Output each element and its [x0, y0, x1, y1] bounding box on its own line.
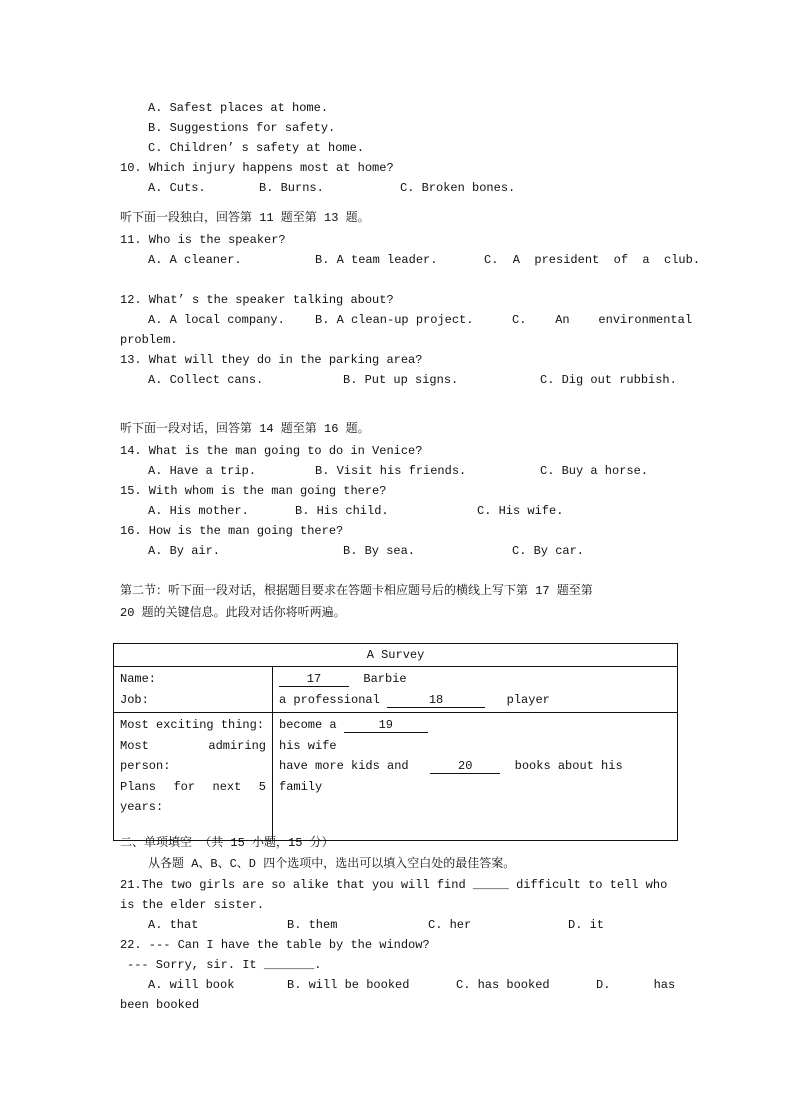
survey-job-label: Job: [120, 692, 149, 707]
q9-option-b: B. Suggestions for safety. [148, 121, 336, 135]
survey-job-prefix: a professional [279, 692, 380, 707]
q10-option-b: B. Burns. [259, 181, 324, 195]
survey-question-labels [114, 713, 273, 841]
survey-job-suffix: player [506, 692, 550, 707]
q22-line2: --- Sorry, sir. It _______. [127, 958, 322, 972]
q15-stem: 15. With whom is the man going there? [120, 484, 387, 498]
q21-line1: 21.The two girls are so alike that you will find _____ difficult to tell who [120, 878, 668, 892]
survey-plans-row [279, 756, 671, 797]
q10-option-a: A. Cuts. [148, 181, 206, 195]
section-heading-11-13: 听下面一段独白，回答第 11 题至第 13 题。 [120, 211, 370, 225]
part2-instruction: 从各题 A、B、C、D 四个选项中，选出可以填入空白处的最佳答案。 [148, 857, 516, 871]
survey-plans-label-2: years: [120, 800, 164, 814]
q14-option-a: A. Have a trip. [148, 464, 257, 478]
q14-option-b: B. Visit his friends. [315, 464, 467, 478]
part2-heading: 二、单项填空 （共 15 小题，15 分） [120, 836, 334, 850]
survey-plans-suffix: books about his family [279, 759, 623, 794]
q13-option-b: B. Put up signs. [343, 373, 459, 387]
q13-stem: 13. What will they do in the parking area? [120, 353, 423, 367]
q14-stem: 14. What is the man going to do in Venice? [120, 444, 423, 458]
blank-18[interactable]: 18 [387, 693, 485, 708]
survey-admiring-value: his wife [279, 738, 337, 753]
q11-option-c: C. A president of a club. [484, 253, 701, 267]
survey-title: A Survey [114, 644, 678, 667]
q12-stem: 12. What’ s the speaker talking about? [120, 293, 394, 307]
survey-name-job-values [273, 667, 678, 713]
q12-option-c: C. An environmental [512, 313, 693, 327]
q22-option-a: A. will book [148, 978, 235, 992]
q15-option-a: A. His mother. [148, 504, 249, 518]
q22-option-c: C. has booked [456, 978, 550, 992]
blank-20[interactable]: 20 [430, 759, 500, 774]
q15-option-b: B. His child. [295, 504, 389, 518]
q13-option-c: C. Dig out rubbish. [540, 373, 677, 387]
q21-option-a: A. that [148, 918, 199, 932]
q10-option-c: C. Broken bones. [400, 181, 516, 195]
q9-option-a: A. Safest places at home. [148, 101, 329, 115]
survey-admiring-label-1: Most admiring [120, 738, 266, 753]
q11-stem: 11. Who is the speaker? [120, 233, 286, 247]
q11-option-a: A. A cleaner. [148, 253, 242, 267]
q12-option-c-cont: problem. [120, 333, 178, 347]
survey-plans-label-1: Plans for next 5 [120, 779, 266, 794]
q21-option-d: D. it [568, 918, 605, 932]
q9-option-c: C. Children’ s safety at home. [148, 141, 365, 155]
q22-option-b: B. will be booked [287, 978, 410, 992]
q14-option-c: C. Buy a horse. [540, 464, 649, 478]
q16-option-b: B. By sea. [343, 544, 416, 558]
q16-option-a: A. By air. [148, 544, 221, 558]
blank-17[interactable]: 17 [279, 672, 349, 687]
survey-admiring-label-2: person: [120, 759, 171, 773]
survey-exciting-label: Most exciting thing: [120, 718, 265, 732]
survey-table [113, 643, 678, 841]
q21-line2: is the elder sister. [120, 898, 265, 912]
survey-name-label: Name: [120, 672, 157, 686]
survey-name-row [279, 669, 671, 690]
q22-option-d: D. has [596, 978, 676, 992]
q22-line1: 22. --- Can I have the table by the window? [120, 938, 430, 952]
q22-option-d-cont: been booked [120, 998, 200, 1012]
q11-option-b: B. A team leader. [315, 253, 438, 267]
q21-option-b: B. them [287, 918, 338, 932]
survey-exciting-row [279, 715, 671, 736]
q16-stem: 16. How is the man going there? [120, 524, 344, 538]
q12-option-b: B. A clean-up project. [315, 313, 474, 327]
q15-option-c: C. His wife. [477, 504, 564, 518]
survey-name-job-labels [114, 667, 273, 713]
q12-option-a: A. A local company. [148, 313, 285, 327]
survey-exciting-prefix: become a [279, 718, 337, 732]
q10-stem: 10. Which injury happens most at home? [120, 161, 394, 175]
section2-instruction-line1: 第二节：听下面一段对话，根据题目要求在答题卡相应题号后的横线上写下第 17 题至第 [120, 584, 593, 598]
q16-option-c: C. By car. [512, 544, 585, 558]
survey-job-row [279, 690, 671, 711]
survey-plans-prefix: have more kids and [279, 759, 409, 773]
section-heading-14-16: 听下面一段对话，回答第 14 题至第 16 题。 [120, 422, 370, 436]
q21-option-c: C. her [428, 918, 472, 932]
section2-instruction-line2: 20 题的关键信息。此段对话你将听两遍。 [120, 606, 346, 620]
survey-question-values [273, 713, 678, 841]
blank-19[interactable]: 19 [344, 718, 428, 733]
survey-name-value: Barbie [363, 672, 407, 686]
q13-option-a: A. Collect cans. [148, 373, 264, 387]
